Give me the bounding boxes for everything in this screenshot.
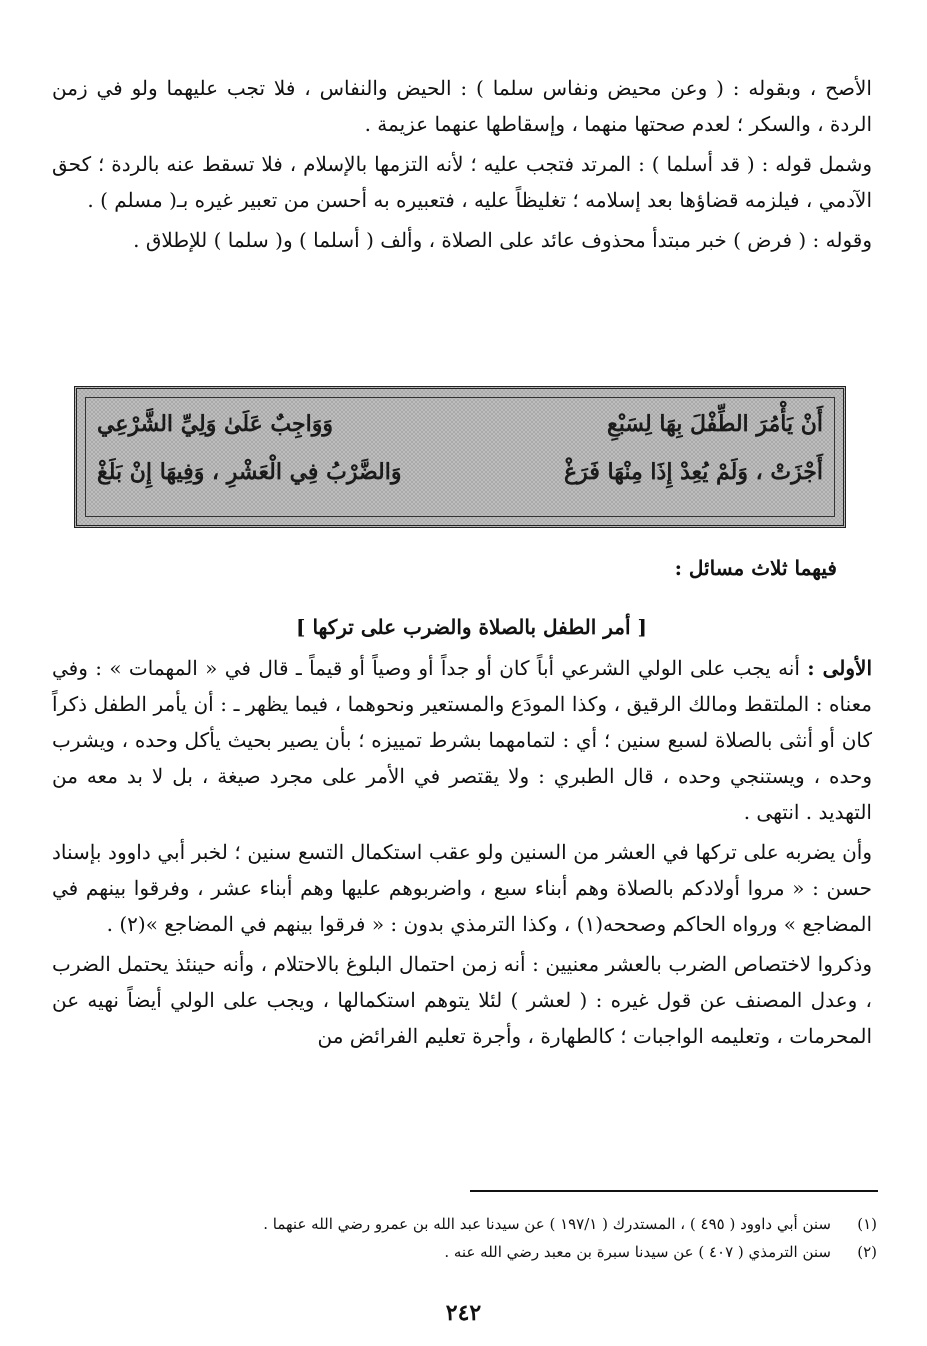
verse-row: [87, 411, 833, 461]
verse-first-hemistich: أَجْزَتْ ، وَلَمْ يُعِدْ إِذَا مِنْهَا فَرَغْ: [564, 459, 823, 485]
footnote: [47, 1212, 877, 1236]
footnote-text: سنن الترمذي ( ٤٠٧ ) عن سيدنا سبرة بن معبد رضي الله عنه .: [444, 1243, 831, 1261]
paragraph-text: وأن يضربه على تركها في العشر من السنين ولو عقب استكمال التسع سنين ؛ لخبر أبي داوود بإسناد حسن : « مروا أولادكم بالصلاة وهم أبناء سبع ، واضربوهم عليها وهم أبناء عشر ، وفرقوا بينهم في المضاجع » ورواه الحاكم وصححه(١) ، وكذا الترمذي بدون : « فرقوا بينهم في المضاجع »(٢) .: [52, 840, 872, 936]
verse-row: [87, 459, 833, 509]
body-text: [52, 650, 872, 1054]
intro-paragraph-3: وقوله : ( فرض ) خبر مبتدأ محذوف عائد على الصلاة ، وألف ( أسلما ) و( سلما ) للإطلاق .: [133, 228, 872, 252]
intro-text: [52, 70, 872, 258]
paragraph-text: أنه يجب على الولي الشرعي أباً كان أو جداً أو وصياً أو قيماً ـ قال في « المهمات » : وفي معناه : الملتقط ومالك الرقيق ، وكذا المودَع والمستعير ونحوهما ، فيما يظهر ـ : أن يأمر الطفل ذكراً كان أو أنثى بالصلاة لسبع سنين ؛ أي : لتمامهما بشرط تمييزه ؛ بأن يصير بحيث يأكل وحده ، ويشرب وحده ، ويستنجي وحده ، قال الطبري : ولا يقتصر في الأمر على مجرد صيغة ، بل لا بد معه من التهديد . انتهى .: [52, 656, 872, 824]
poem-frame: [74, 386, 846, 528]
body-paragraph-3: [52, 946, 872, 1054]
paragraph-lead: الأولى :: [807, 656, 873, 680]
footnote-divider: [470, 1190, 878, 1192]
verse-second-hemistich: وَوَاجِبٌ عَلَىٰ وَلِيِّ الشَّرْعِي: [97, 411, 333, 437]
issues-intro: فيهما ثلاث مسائل :: [674, 556, 837, 580]
page-number: ٢٤٢: [445, 1300, 482, 1326]
intro-paragraph-1: الأصح ، وبقوله : ( وعن محيض ونفاس سلما ) : الحيض والنفاس ، فلا تجب عليهما ولو في زمن الردة ، والسكر ؛ لعدم صحتها منهما ، وإسقاطها عنهما عزيمة .: [52, 76, 872, 136]
intro-paragraph-2: وشمل قوله : ( قد أسلما ) : المرتد فتجب عليه ؛ لأنه التزمها بالإسلام ، فلا تسقط عنه بالردة ؛ كحق الآدمي ، فيلزمه قضاؤها بعد إسلامه ؛ تغليظاً عليه ، فتعبيره به أحسن من تعبير غيره بـ( مسلم ) .: [52, 152, 872, 212]
section-heading: [ أمر الطفل بالصلاة والضرب على تركها ]: [296, 615, 647, 639]
footnote-text: سنن أبي داوود ( ٤٩٥ ) ، المستدرك ( ١٩٧/١ ) عن سيدنا عبد الله بن عمرو رضي الله عنهما .: [263, 1215, 831, 1233]
verse-second-hemistich: وَالضَّرْبُ فِي الْعَشْرِ ، وَفِيهَا إِنْ بَلَغْ: [97, 459, 402, 485]
footnote-number: (١): [857, 1215, 877, 1233]
verse-first-hemistich: أَنْ يَأْمُرَ الطِّفْلَ بِهَا لِسَبْعِ: [607, 411, 823, 437]
body-paragraph-2: [52, 834, 872, 942]
body-paragraph-1: [52, 650, 872, 830]
footnote: [47, 1240, 877, 1264]
paragraph-text: وذكروا لاختصاص الضرب بالعشر معنيين : أنه زمن احتمال البلوغ بالاحتلام ، وأنه حينئذ يحتمل الضرب ، وعدل المصنف عن قول غيره : ( لعشر ) لئلا يتوهم استكمالها ، ويجب على الولي أيضاً نهيه عن المحرمات ، وتعليمه الواجبات ؛ كالطهارة ، وأجرة تعليم الفرائض من: [52, 952, 872, 1048]
footnote-number: (٢): [857, 1243, 877, 1261]
